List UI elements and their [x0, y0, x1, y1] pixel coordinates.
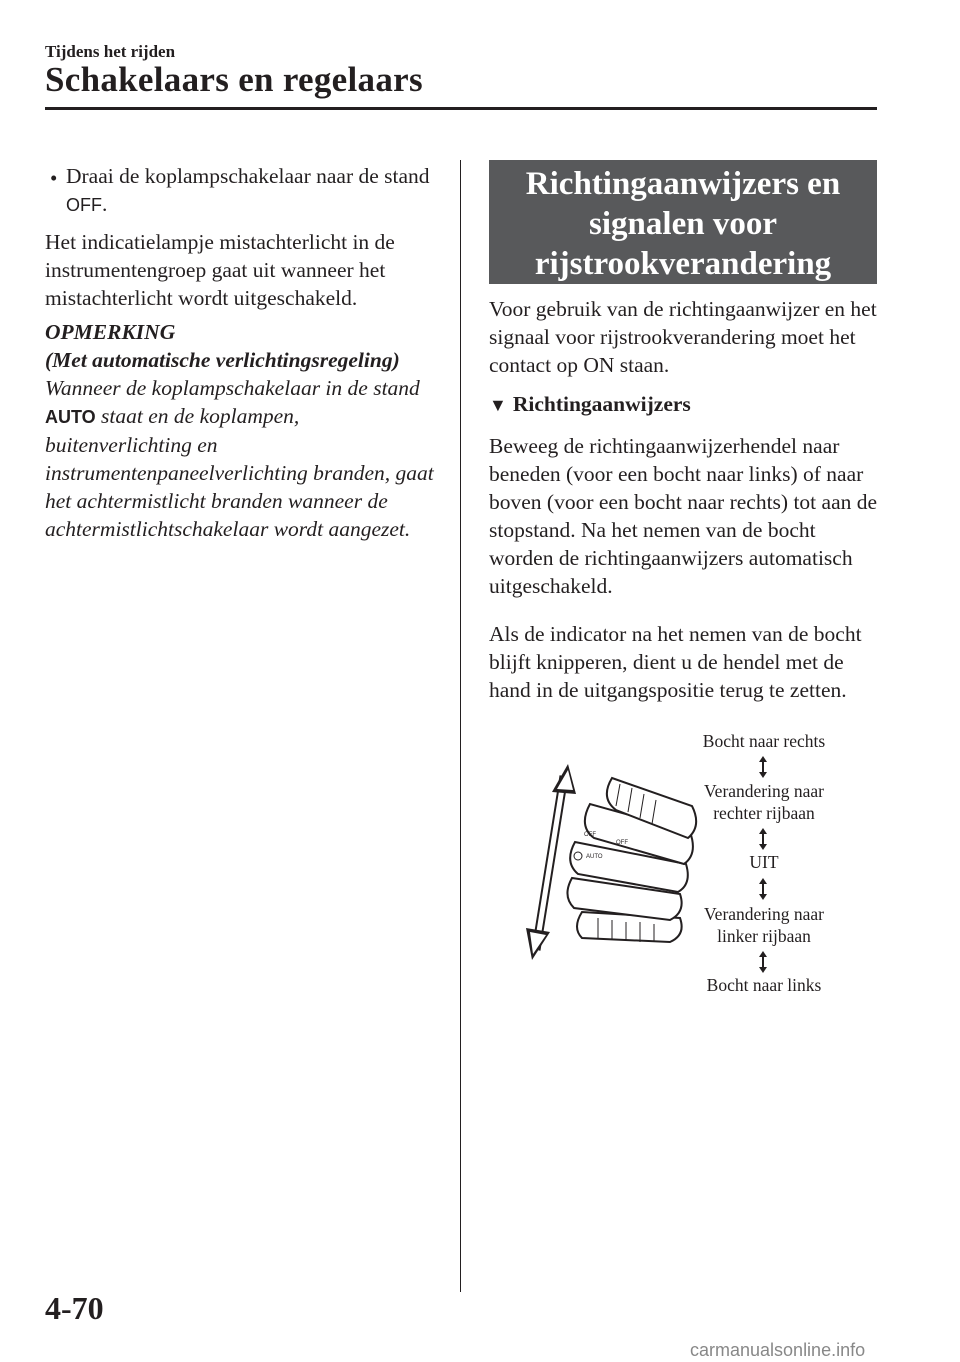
label-off: UIT: [749, 852, 779, 872]
subheading-text: Richtingaanwijzers: [512, 392, 691, 416]
triangle-marker-icon: ▼: [489, 395, 507, 415]
chapter-title: Schakelaars en regelaars: [45, 60, 423, 99]
updown-arrow-icon: [757, 828, 769, 850]
bullet-text-start: Draai de koplampschakelaar naar de stand: [66, 164, 430, 188]
column-divider: [460, 160, 461, 1292]
label-lane-right: [664, 780, 864, 824]
updown-arrow-icon: [757, 756, 769, 778]
section-title: Tijdens het rijden: [45, 42, 176, 61]
switch-mark-off-a: OFF: [584, 832, 596, 838]
bullet-text-end: .: [102, 192, 108, 216]
label-lane-left-line2: linker rijbaan: [717, 926, 811, 946]
watermark: carmanualsonline.info: [690, 1340, 866, 1360]
note-text-end: staat en de koplampen, buitenverlichting en instrumentenpaneelverlichting branden, gaat het achtermistlicht branden wanneer de achtermistlichtschakelaar wordt aangezet.: [45, 404, 434, 541]
turn-signal-paragraph: Beweeg de richtingaanwijzerhendel naar beneden (voor een bocht naar links) of naar boven (voor een bocht naar rechts) tot aan de stopstand. Na het nemen van de bocht worden de richtingaanwijzers automatisch uitgeschakeld.: [489, 434, 878, 598]
note-heading: OPMERKING: [45, 320, 176, 344]
off-label: OFF: [66, 195, 102, 215]
subheading: [489, 390, 691, 419]
label-turn-left: Bocht naar links: [706, 975, 822, 995]
label-lane-left: [664, 903, 864, 947]
page-number: 4-70: [45, 1290, 104, 1326]
switch-mark-auto: AUTO: [586, 854, 603, 860]
double-arrow-icon: [526, 764, 576, 960]
auto-label: AUTO: [45, 407, 96, 427]
label-lane-left-line1: Verandering naar: [703, 904, 824, 924]
paragraph-fog-indicator: Het indicatielampje mistachterlicht in de instrumentengroep gaat uit wanneer het mistachterlicht wordt uitgeschakeld.: [45, 230, 395, 310]
note-text-start: Wanneer de koplampschakelaar in de stand: [45, 376, 420, 400]
label-turn-right: Bocht naar rechts: [702, 731, 826, 751]
label-lane-right-line2: rechter rijbaan: [713, 803, 815, 823]
note-text: [45, 374, 445, 543]
bullet-item: [66, 162, 446, 219]
updown-arrow-icon: [757, 951, 769, 973]
label-lane-right-line1: Verandering naar: [703, 781, 824, 801]
note-subheading: (Met automatische verlichtingsregeling): [45, 348, 400, 372]
section-banner: Richtingaanwijzers en signalen voor rijstrookverandering: [489, 160, 877, 284]
updown-arrow-icon: [757, 878, 769, 900]
switch-mark-off-b: OFF: [616, 840, 628, 846]
reset-paragraph: Als de indicator na het nemen van de bocht blijft knipperen, dient u de hendel met de hand in de uitgangspositie terug te zetten.: [489, 622, 862, 702]
note-block: [45, 318, 445, 543]
header-rule: [45, 107, 877, 110]
bullet-marker: •: [50, 166, 58, 190]
intro-paragraph: Voor gebruik van de richtingaanwijzer en het signaal voor rijstrookverandering moet het contact op ON staan.: [489, 297, 877, 377]
